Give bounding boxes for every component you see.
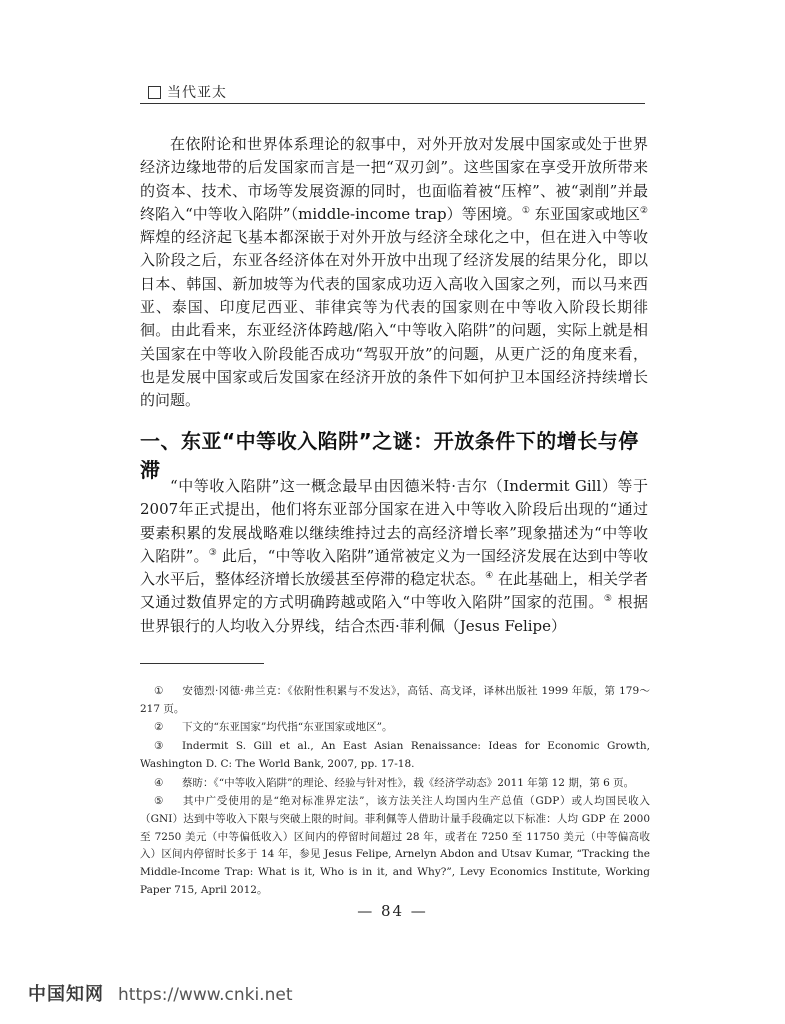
footnote-ref-5[interactable]: ⑤ <box>603 594 613 605</box>
body-text-2: 此后，“中等收入陷阱”通常被定义为一国经济发展在达到中等收入水平后，整体经济增长放缓甚至停滞的稳定状态。 <box>140 546 649 589</box>
footnote-number: ② <box>154 721 164 734</box>
footnote-ref-3[interactable]: ③ <box>208 547 217 558</box>
footnote-number: ④ <box>154 776 164 789</box>
footnote-number: ① <box>154 685 164 697</box>
intro-text-3: 辉煌的经济起飞基本都深嵌于对外开放与经济全球化之中，但在进入中等收入阶段之后，东亚各经济体在对外开放中出现了经济发展的结果分化，即以日本、韩国、新加坡等为代表的国家成功迈入高收入国家之列，而以马来西亚、泰国、印度尼西亚、菲律宾等为代表的国家则在中等收入阶段长期徘徊。由此看来，东亚经济体跨越/陷入“中等收入陷阱”的问题，实际上就是相关国家在中等收入阶段能否成功“驾驭开放”的问题，从更广泛的角度来看，也是发展中国家或后发国家在经济开放的条件下如何护卫本国经济持续增长的问题。 <box>140 228 648 410</box>
footnote-ref-2[interactable]: ② <box>639 205 648 216</box>
footnote-text: 其中广受使用的是“绝对标准界定法”，该方法关注人均国内生产总值（GDP）或人均国民收入（GNI）达到中等收入下限与突破上限的时间。菲利佩等人借助计量手段确定以下标准：人均 GDP 在 2000 至 7250 美元（中等偏低收入）区间内的停留时间超过 28 年，或者在 7250 至 11750 美元（中等偏高收入）区间内停留时长多于 14 年，参见 Jesus Felipe, Arnelyn Abdon and Utsav Kumar, “Tracking the Middle-Income Trap: What is it, Who is in it, and Why?”, Levy Economics Institute, Working Paper 715, April 2012。 <box>140 795 650 896</box>
footnote-number: ⑤ <box>154 795 164 808</box>
intro-paragraph <box>140 133 648 413</box>
header-rule <box>140 103 645 104</box>
footnote-rule <box>140 663 264 664</box>
journal-header <box>148 82 227 102</box>
section-heading: 一、东亚“中等收入陷阱”之谜：开放条件下的增长与停滞 <box>140 429 639 482</box>
footnote-number: ③ <box>154 740 164 753</box>
footnote-3 <box>140 738 650 773</box>
cnki-watermark <box>28 980 292 1006</box>
footnote-1 <box>140 683 650 718</box>
footnote-text: 下文的“东亚国家”均代指“东亚国家或地区”。 <box>182 721 393 734</box>
footnote-5 <box>140 793 650 899</box>
footnote-ref-4[interactable]: ④ <box>485 571 494 582</box>
cnki-logo-text: 中国知网 <box>28 984 104 1005</box>
footnote-2 <box>140 719 650 737</box>
footnote-text: 蔡昉：《“中等收入陷阱”的理论、经验与针对性》，载《经济学动态》2011 年第 12 期，第 6 页。 <box>182 776 635 789</box>
cnki-url[interactable]: https://www.cnki.net <box>118 985 293 1005</box>
footnote-ref-1[interactable]: ① <box>521 205 530 216</box>
footnotes <box>140 683 650 900</box>
body-text-3: 在此基础上，相关学者又通过数值界定的方式明确跨越或陷入“中等收入陷阱”国家的范围。 <box>140 570 648 612</box>
checkbox-square-icon <box>148 86 161 99</box>
body-paragraph <box>140 475 648 638</box>
body-text-1: “中等收入陷阱”这一概念最早由因德米特·吉尔（Indermit Gill）等于2007年正式提出，他们将东亚部分国家在进入中等收入阶段后出现的“通过要素积累的发展战略难以继续维持过去的高经济增长率”现象描述为“中等收入陷阱”。 <box>140 477 648 565</box>
intro-text-2: 东亚国家或地区 <box>529 204 640 223</box>
footnote-text: Indermit S. Gill et al., An East Asian Renaissance: Ideas for Economic Growth, Washington D. C: The World Bank, 2007, pp. 17-18. <box>140 740 650 770</box>
body-text-4: 根据世界银行的人均收入分界线，结合杰西·菲利佩（Jesus Felipe） <box>140 593 648 635</box>
page-number: — 84 — <box>357 902 428 920</box>
footnote-text: 安德烈·冈德·弗兰克：《依附性积累与不发达》，高铦、高戈译，译林出版社 1999 年版，第 179～217 页。 <box>140 685 650 715</box>
intro-text-1: 在依附论和世界体系理论的叙事中，对外开放对发展中国家或处于世界经济边缘地带的后发国家而言是一把“双刃剑”。这些国家在享受开放所带来的资本、技术、市场等发展资源的同时，也面临着被“压榨”、被“剥削”并最终陷入“中等收入陷阱”（middle-income trap）等困境。 <box>140 135 648 223</box>
footnote-4 <box>140 775 650 793</box>
journal-title: 当代亚太 <box>167 85 227 101</box>
